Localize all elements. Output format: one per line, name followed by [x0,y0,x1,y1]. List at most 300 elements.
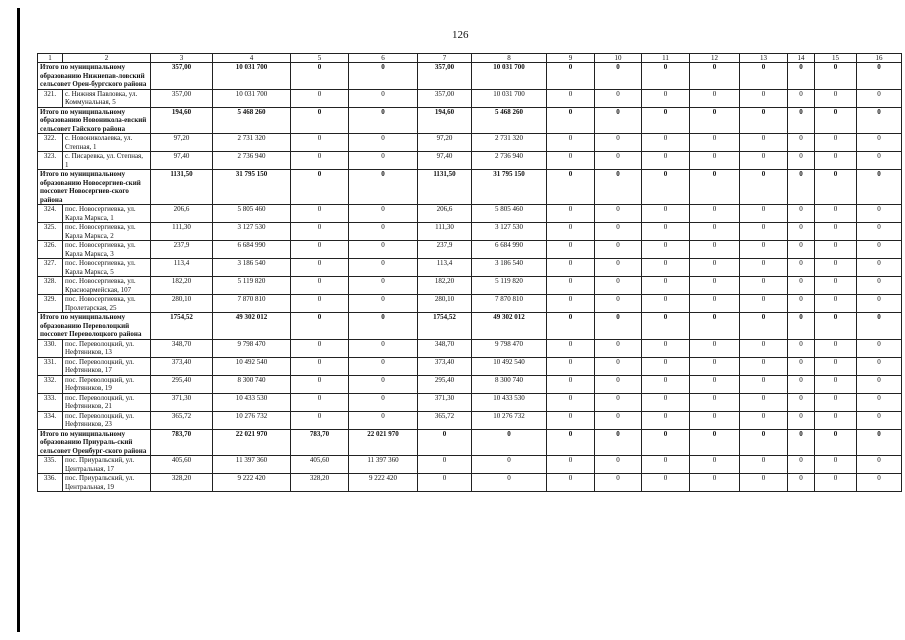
value-cell-col-12: 0 [690,241,740,259]
column-number: 3 [151,54,213,63]
address-cell: с. Новониколаевка, ул. Степная, 1 [63,134,151,152]
value-cell-col-9: 0 [547,259,595,277]
column-number: 5 [291,54,349,63]
row-number: 333. [38,393,63,411]
value-cell-col-10: 0 [595,429,642,456]
value-cell-col-7: 97,20 [418,134,472,152]
value-cell-col-10: 0 [595,375,642,393]
table-row [38,456,902,474]
value-cell-col-7: 371,30 [418,393,472,411]
value-cell-col-15: 0 [815,241,857,259]
column-number: 2 [63,54,151,63]
value-cell-col-15: 0 [815,277,857,295]
value-cell-col-4: 8 300 740 [213,375,291,393]
table-row [38,411,902,429]
value-cell-col-8: 0 [472,474,547,492]
value-cell-col-4: 10 433 530 [213,393,291,411]
value-cell-col-8: 2 731 320 [472,134,547,152]
table-row [38,134,902,152]
value-cell-col-16: 0 [857,313,902,340]
address-cell: пос. Новосергиевка, ул. Карла Маркса, 3 [63,241,151,259]
subtotal-row [38,107,902,134]
value-cell-col-10: 0 [595,393,642,411]
value-cell-col-3: 237,9 [151,241,213,259]
value-cell-col-14: 0 [788,89,815,107]
value-cell-col-3: 783,70 [151,429,213,456]
table-row [38,357,902,375]
value-cell-col-6: 0 [349,339,418,357]
value-cell-col-8: 10 031 700 [472,89,547,107]
value-cell-col-14: 0 [788,393,815,411]
municipality-total-label: Итого по муниципальному образованию Переволоцкий поссовет Переволоцкого района [38,313,151,340]
table-row [38,89,902,107]
row-number: 321. [38,89,63,107]
value-cell-col-5: 0 [291,241,349,259]
value-cell-col-9: 0 [547,375,595,393]
value-cell-col-14: 0 [788,456,815,474]
value-cell-col-13: 0 [740,170,788,205]
value-cell-col-6: 0 [349,63,418,90]
value-cell-col-15: 0 [815,89,857,107]
value-cell-col-10: 0 [595,474,642,492]
value-cell-col-7: 280,10 [418,295,472,313]
value-cell-col-4: 10 031 700 [213,63,291,90]
value-cell-col-12: 0 [690,89,740,107]
value-cell-col-8: 10 492 540 [472,357,547,375]
table-row [38,295,902,313]
value-cell-col-7: 1131,50 [418,170,472,205]
table-row [38,223,902,241]
value-cell-col-14: 0 [788,295,815,313]
address-cell: пос. Переволоцкий, ул. Нефтяников, 23 [63,411,151,429]
value-cell-col-4: 11 397 360 [213,456,291,474]
column-number: 12 [690,54,740,63]
value-cell-col-6: 22 021 970 [349,429,418,456]
value-cell-col-14: 0 [788,63,815,90]
value-cell-col-15: 0 [815,393,857,411]
value-cell-col-8: 0 [472,456,547,474]
value-cell-col-11: 0 [642,339,690,357]
value-cell-col-11: 0 [642,107,690,134]
value-cell-col-12: 0 [690,339,740,357]
value-cell-col-10: 0 [595,205,642,223]
value-cell-col-11: 0 [642,474,690,492]
value-cell-col-15: 0 [815,223,857,241]
value-cell-col-4: 10 492 540 [213,357,291,375]
value-cell-col-14: 0 [788,474,815,492]
value-cell-col-3: 111,30 [151,223,213,241]
value-cell-col-8: 5 805 460 [472,205,547,223]
value-cell-col-12: 0 [690,223,740,241]
value-cell-col-5: 0 [291,63,349,90]
value-cell-col-13: 0 [740,89,788,107]
value-cell-col-10: 0 [595,134,642,152]
value-cell-col-16: 0 [857,170,902,205]
value-cell-col-11: 0 [642,63,690,90]
column-number: 7 [418,54,472,63]
value-cell-col-14: 0 [788,170,815,205]
value-cell-col-15: 0 [815,295,857,313]
value-cell-col-14: 0 [788,375,815,393]
value-cell-col-15: 0 [815,456,857,474]
value-cell-col-11: 0 [642,456,690,474]
value-cell-col-7: 194,60 [418,107,472,134]
value-cell-col-5: 328,20 [291,474,349,492]
value-cell-col-3: 113,4 [151,259,213,277]
value-cell-col-14: 0 [788,107,815,134]
value-cell-col-5: 0 [291,152,349,170]
value-cell-col-8: 31 795 150 [472,170,547,205]
value-cell-col-3: 97,20 [151,134,213,152]
value-cell-col-13: 0 [740,205,788,223]
value-cell-col-6: 0 [349,313,418,340]
value-cell-col-15: 0 [815,339,857,357]
value-cell-col-9: 0 [547,107,595,134]
value-cell-col-4: 5 805 460 [213,205,291,223]
value-cell-col-10: 0 [595,277,642,295]
value-cell-col-9: 0 [547,456,595,474]
value-cell-col-4: 3 186 540 [213,259,291,277]
value-cell-col-7: 113,4 [418,259,472,277]
value-cell-col-12: 0 [690,170,740,205]
address-cell: пос. Новосергиевка, ул. Пролетарская, 25 [63,295,151,313]
row-number: 334. [38,411,63,429]
value-cell-col-9: 0 [547,170,595,205]
value-cell-col-10: 0 [595,411,642,429]
value-cell-col-14: 0 [788,277,815,295]
value-cell-col-13: 0 [740,393,788,411]
value-cell-col-10: 0 [595,152,642,170]
value-cell-col-6: 0 [349,393,418,411]
value-cell-col-12: 0 [690,313,740,340]
value-cell-col-15: 0 [815,357,857,375]
value-cell-col-10: 0 [595,63,642,90]
value-cell-col-15: 0 [815,205,857,223]
value-cell-col-13: 0 [740,259,788,277]
value-cell-col-6: 0 [349,170,418,205]
value-cell-col-12: 0 [690,63,740,90]
value-cell-col-7: 295,40 [418,375,472,393]
table-row [38,205,902,223]
value-cell-col-7: 365,72 [418,411,472,429]
row-number: 336. [38,474,63,492]
value-cell-col-15: 0 [815,375,857,393]
value-cell-col-14: 0 [788,313,815,340]
value-cell-col-4: 9 222 420 [213,474,291,492]
value-cell-col-13: 0 [740,107,788,134]
value-cell-col-13: 0 [740,411,788,429]
value-cell-col-3: 206,6 [151,205,213,223]
value-cell-col-10: 0 [595,259,642,277]
value-cell-col-16: 0 [857,89,902,107]
value-cell-col-8: 10 031 700 [472,63,547,90]
value-cell-col-7: 0 [418,456,472,474]
value-cell-col-14: 0 [788,223,815,241]
value-cell-col-3: 371,30 [151,393,213,411]
value-cell-col-6: 0 [349,107,418,134]
value-cell-col-10: 0 [595,357,642,375]
value-cell-col-11: 0 [642,134,690,152]
value-cell-col-12: 0 [690,295,740,313]
value-cell-col-8: 5 119 820 [472,277,547,295]
value-cell-col-4: 22 021 970 [213,429,291,456]
subtotal-row [38,429,902,456]
value-cell-col-15: 0 [815,474,857,492]
column-number: 15 [815,54,857,63]
value-cell-col-5: 0 [291,170,349,205]
value-cell-col-15: 0 [815,170,857,205]
address-cell: пос. Приуральский, ул. Центральная, 17 [63,456,151,474]
value-cell-col-5: 783,70 [291,429,349,456]
value-cell-col-11: 0 [642,429,690,456]
column-number: 13 [740,54,788,63]
value-cell-col-5: 0 [291,295,349,313]
value-cell-col-10: 0 [595,223,642,241]
value-cell-col-3: 405,60 [151,456,213,474]
value-cell-col-8: 49 302 012 [472,313,547,340]
row-number: 326. [38,241,63,259]
column-number: 1 [38,54,63,63]
value-cell-col-11: 0 [642,89,690,107]
value-cell-col-3: 97,40 [151,152,213,170]
value-cell-col-9: 0 [547,393,595,411]
address-cell: пос. Переволоцкий, ул. Нефтяников, 19 [63,375,151,393]
value-cell-col-10: 0 [595,170,642,205]
value-cell-col-8: 0 [472,429,547,456]
address-cell: пос. Переволоцкий, ул. Нефтяников, 21 [63,393,151,411]
row-number: 328. [38,277,63,295]
value-cell-col-6: 0 [349,295,418,313]
value-cell-col-12: 0 [690,411,740,429]
value-cell-col-12: 0 [690,205,740,223]
value-cell-col-4: 7 870 810 [213,295,291,313]
value-cell-col-13: 0 [740,223,788,241]
page-number: 126 [452,29,469,41]
subtotal-row [38,313,902,340]
value-cell-col-5: 0 [291,375,349,393]
value-cell-col-13: 0 [740,277,788,295]
value-cell-col-16: 0 [857,474,902,492]
value-cell-col-12: 0 [690,277,740,295]
value-cell-col-9: 0 [547,429,595,456]
value-cell-col-9: 0 [547,277,595,295]
value-cell-col-4: 6 684 990 [213,241,291,259]
column-number: 11 [642,54,690,63]
value-cell-col-3: 280,10 [151,295,213,313]
value-cell-col-3: 295,40 [151,375,213,393]
value-cell-col-9: 0 [547,152,595,170]
column-number: 9 [547,54,595,63]
value-cell-col-3: 1754,52 [151,313,213,340]
value-cell-col-15: 0 [815,134,857,152]
value-cell-col-6: 0 [349,259,418,277]
value-cell-col-9: 0 [547,241,595,259]
value-cell-col-12: 0 [690,456,740,474]
value-cell-col-12: 0 [690,152,740,170]
value-cell-col-7: 373,40 [418,357,472,375]
value-cell-col-5: 405,60 [291,456,349,474]
value-cell-col-7: 206,6 [418,205,472,223]
value-cell-col-11: 0 [642,313,690,340]
value-cell-col-4: 9 798 470 [213,339,291,357]
address-cell: пос. Новосергиевка, ул. Карла Маркса, 5 [63,259,151,277]
value-cell-col-6: 0 [349,152,418,170]
page-binding-line [17,8,20,632]
table-row [38,375,902,393]
value-cell-col-5: 0 [291,393,349,411]
value-cell-col-16: 0 [857,456,902,474]
municipality-total-label: Итого по муниципальному образованию Новосергиев-ский поссовет Новосергиев-ского района [38,170,151,205]
value-cell-col-5: 0 [291,134,349,152]
column-number: 14 [788,54,815,63]
value-cell-col-5: 0 [291,259,349,277]
value-cell-col-11: 0 [642,205,690,223]
value-cell-col-16: 0 [857,152,902,170]
address-cell: с. Писаревка, ул. Степная, 1 [63,152,151,170]
value-cell-col-12: 0 [690,259,740,277]
value-cell-col-13: 0 [740,375,788,393]
value-cell-col-9: 0 [547,339,595,357]
row-number: 323. [38,152,63,170]
value-cell-col-16: 0 [857,134,902,152]
address-cell: пос. Переволоцкий, ул. Нефтяников, 17 [63,357,151,375]
value-cell-col-14: 0 [788,134,815,152]
row-number: 330. [38,339,63,357]
row-number: 332. [38,375,63,393]
value-cell-col-5: 0 [291,89,349,107]
value-cell-col-12: 0 [690,134,740,152]
table-row [38,277,902,295]
value-cell-col-10: 0 [595,107,642,134]
value-cell-col-14: 0 [788,259,815,277]
subtotal-row [38,63,902,90]
row-number: 335. [38,456,63,474]
value-cell-col-9: 0 [547,89,595,107]
value-cell-col-9: 0 [547,205,595,223]
value-cell-col-9: 0 [547,134,595,152]
value-cell-col-4: 10 276 732 [213,411,291,429]
column-number: 10 [595,54,642,63]
value-cell-col-13: 0 [740,313,788,340]
value-cell-col-6: 0 [349,223,418,241]
value-cell-col-13: 0 [740,456,788,474]
address-cell: пос. Новосергиевка, ул. Красноармейская, 107 [63,277,151,295]
value-cell-col-11: 0 [642,375,690,393]
value-cell-col-3: 373,40 [151,357,213,375]
municipality-total-label: Итого по муниципальному образованию Новоникола-евский сельсовет Гайского района [38,107,151,134]
value-cell-col-13: 0 [740,429,788,456]
value-cell-col-15: 0 [815,429,857,456]
value-cell-col-7: 97,40 [418,152,472,170]
value-cell-col-3: 348,70 [151,339,213,357]
value-cell-col-6: 0 [349,357,418,375]
value-cell-col-8: 6 684 990 [472,241,547,259]
value-cell-col-16: 0 [857,277,902,295]
value-cell-col-5: 0 [291,277,349,295]
value-cell-col-15: 0 [815,107,857,134]
value-cell-col-14: 0 [788,205,815,223]
value-cell-col-5: 0 [291,357,349,375]
value-cell-col-14: 0 [788,357,815,375]
value-cell-col-7: 348,70 [418,339,472,357]
value-cell-col-8: 3 127 530 [472,223,547,241]
value-cell-col-6: 9 222 420 [349,474,418,492]
table-row [38,339,902,357]
value-cell-col-16: 0 [857,339,902,357]
value-cell-col-10: 0 [595,456,642,474]
municipality-total-label: Итого по муниципальному образованию Нижнепав-ловский сельсовет Орен-бургского района [38,63,151,90]
row-number: 331. [38,357,63,375]
value-cell-col-14: 0 [788,411,815,429]
address-cell: пос. Переволоцкий, ул. Нефтяников, 13 [63,339,151,357]
address-cell: пос. Приуральский, ул. Центральная, 19 [63,474,151,492]
value-cell-col-13: 0 [740,63,788,90]
value-cell-col-11: 0 [642,241,690,259]
value-cell-col-13: 0 [740,241,788,259]
value-cell-col-6: 0 [349,205,418,223]
value-cell-col-8: 8 300 740 [472,375,547,393]
value-cell-col-10: 0 [595,339,642,357]
value-cell-col-14: 0 [788,152,815,170]
value-cell-col-9: 0 [547,357,595,375]
value-cell-col-11: 0 [642,411,690,429]
value-cell-col-15: 0 [815,63,857,90]
value-cell-col-16: 0 [857,107,902,134]
table-row [38,241,902,259]
value-cell-col-3: 328,20 [151,474,213,492]
value-cell-col-15: 0 [815,152,857,170]
value-cell-col-6: 0 [349,241,418,259]
value-cell-col-7: 357,00 [418,63,472,90]
address-cell: пос. Новосергиевка, ул. Карла Маркса, 2 [63,223,151,241]
value-cell-col-4: 2 731 320 [213,134,291,152]
column-number: 6 [349,54,418,63]
value-cell-col-11: 0 [642,357,690,375]
value-cell-col-7: 237,9 [418,241,472,259]
table-row [38,152,902,170]
table-row [38,259,902,277]
value-cell-col-5: 0 [291,339,349,357]
value-cell-col-3: 357,00 [151,89,213,107]
value-cell-col-9: 0 [547,223,595,241]
value-cell-col-12: 0 [690,429,740,456]
value-cell-col-6: 11 397 360 [349,456,418,474]
value-cell-col-3: 1131,50 [151,170,213,205]
value-cell-col-8: 9 798 470 [472,339,547,357]
value-cell-col-12: 0 [690,393,740,411]
row-number: 324. [38,205,63,223]
value-cell-col-10: 0 [595,295,642,313]
value-cell-col-10: 0 [595,89,642,107]
value-cell-col-8: 3 186 540 [472,259,547,277]
value-cell-col-14: 0 [788,241,815,259]
value-cell-col-11: 0 [642,393,690,411]
value-cell-col-4: 5 468 260 [213,107,291,134]
value-cell-col-9: 0 [547,411,595,429]
value-cell-col-14: 0 [788,429,815,456]
subtotal-row [38,170,902,205]
column-number-row [38,54,902,63]
value-cell-col-8: 2 736 940 [472,152,547,170]
value-cell-col-4: 3 127 530 [213,223,291,241]
value-cell-col-13: 0 [740,152,788,170]
value-cell-col-4: 31 795 150 [213,170,291,205]
row-number: 322. [38,134,63,152]
value-cell-col-11: 0 [642,277,690,295]
value-cell-col-11: 0 [642,295,690,313]
row-number: 327. [38,259,63,277]
value-cell-col-5: 0 [291,107,349,134]
